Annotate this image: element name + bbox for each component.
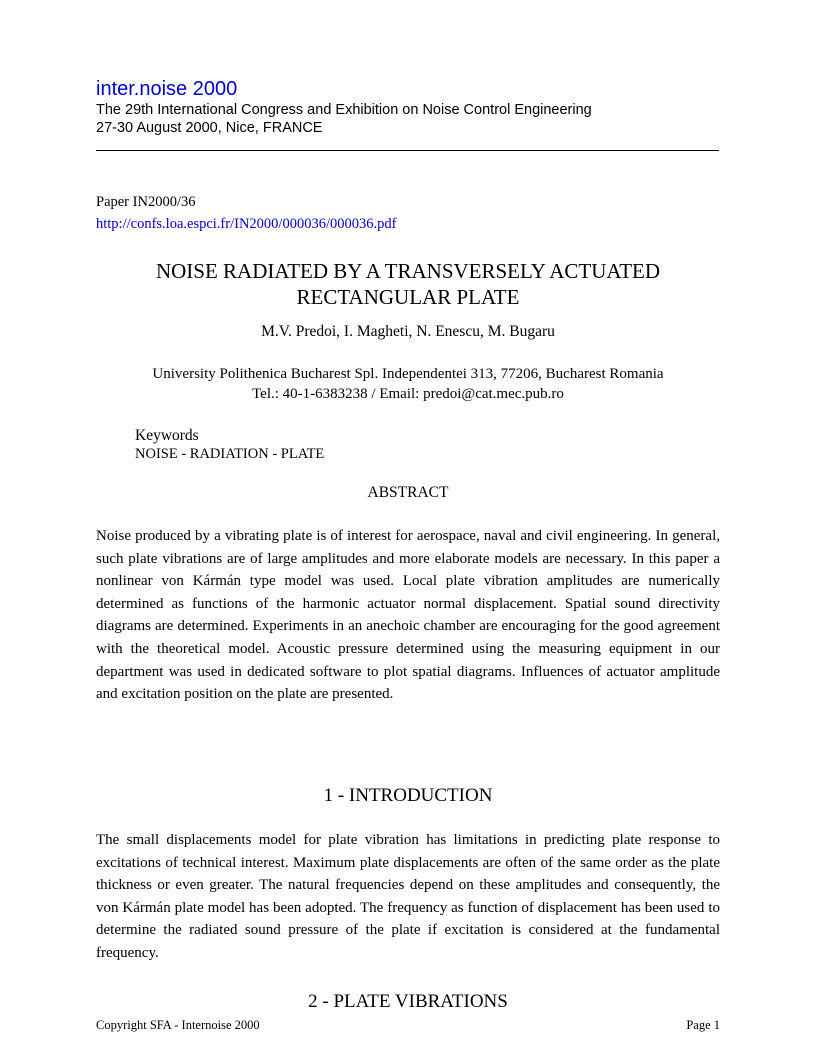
abstract-heading: ABSTRACT — [367, 484, 449, 501]
conference-dates: 27-30 August 2000, Nice, FRANCE — [96, 120, 323, 136]
paper-url-link[interactable]: http://confs.loa.espci.fr/IN2000/000036/000036.pdf — [96, 216, 397, 232]
affiliation — [96, 364, 720, 404]
header-rule — [96, 150, 719, 151]
affiliation-address: University Polithenica Bucharest Spl. Independentei 313, 77206, Bucharest Romania — [152, 366, 664, 382]
plate-vibrations-heading: 2 - PLATE VIBRATIONS — [308, 991, 508, 1012]
keywords-list: NOISE - RADIATION - PLATE — [135, 446, 325, 462]
conference-name: inter.noise 2000 — [96, 78, 238, 100]
paper-id: Paper IN2000/36 — [96, 194, 196, 210]
affiliation-contact: Tel.: 40-1-6383238 / Email: predoi@cat.mec.pub.ro — [252, 386, 564, 402]
abstract-text: Noise produced by a vibrating plate is of interest for aerospace, naval and civil engineering. In general, such plate vibrations are of large amplitudes and more elaborate models are necessary. In this paper a nonlinear von Kármán type model was used. Local plate vibration amplitudes are numerically determined as functions of the harmonic actuator normal displacement. Spatial sound directivity diagrams are determined. Experiments in an anechoic chamber are encouraging for the good agreement with the theoretical model. Acoustic pressure determined using the measuring equipment in our department was used in dedicated software to plot spatial diagrams. Influences of actuator amplitude and excitation position on the plate are presented. — [96, 528, 720, 703]
copyright-notice: Copyright SFA - Internoise 2000 — [96, 1018, 260, 1032]
conference-full-name: The 29th International Congress and Exhibition on Noise Control Engineering — [96, 102, 592, 118]
page-number: Page 1 — [686, 1018, 720, 1032]
paper-authors: M.V. Predoi, I. Magheti, N. Enescu, M. Bugaru — [261, 323, 555, 340]
paper-title — [96, 258, 720, 310]
conference-header — [96, 77, 720, 137]
paper-title-line: NOISE RADIATED BY A TRANSVERSELY ACTUATED — [155, 259, 661, 283]
keywords-title: Keywords — [135, 427, 199, 444]
introduction-heading: 1 - INTRODUCTION — [323, 785, 493, 806]
introduction-text: The small displacements model for plate vibration has limitations in predicting plate response to excitations of technical interest. Maximum plate displacements are often of the same order as the plate thickness or even greater. The natural frequencies depend on these amplitudes and consequently, the von Kármán plate model has been adopted. The frequency as function of displacement has been used to determine the radiated sound pressure of the plate if excitation is considered at the fundamental frequency. — [96, 832, 720, 961]
paper-title-line: RECTANGULAR PLATE — [296, 285, 520, 309]
